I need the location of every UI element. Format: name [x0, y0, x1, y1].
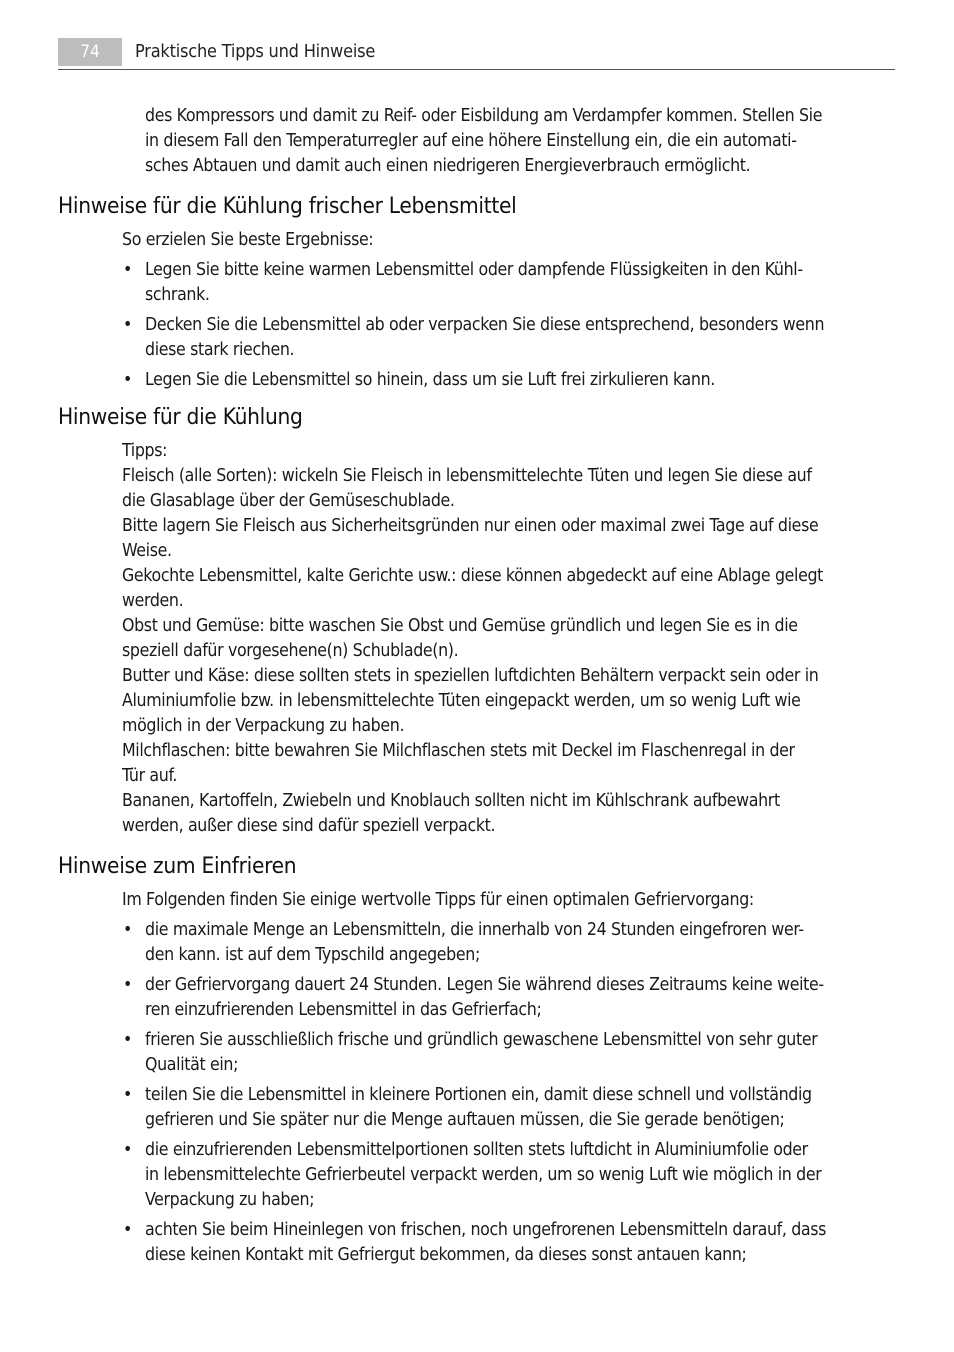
section-body-fresh-food — [122, 228, 894, 393]
list-item — [122, 1028, 894, 1078]
text-line: werden. — [122, 591, 184, 611]
section-intro: So erzielen Sie beste Ergebnisse: — [122, 230, 374, 250]
list-item — [122, 1218, 894, 1268]
list-item — [122, 973, 894, 1023]
section-body-cooling — [122, 439, 894, 839]
text-line: achten Sie beim Hineinlegen von frischen, noch ungefrorenen Lebensmitteln darauf, dass — [145, 1220, 827, 1240]
text-line: frieren Sie ausschließlich frische und gründlich gewaschene Lebensmittel von sehr guter — [145, 1030, 818, 1050]
section-heading-fresh-food: Hinweise für die Kühlung frischer Lebensmittel — [58, 193, 517, 219]
text-line: diese stark riechen. — [145, 340, 295, 360]
text-line: die Glasablage über der Gemüseschublade. — [122, 491, 455, 511]
text-line: Qualität ein; — [145, 1055, 239, 1075]
text-line: der Gefriervorgang dauert 24 Stunden. Legen Sie während dieses Zeitraums keine weite- — [145, 975, 824, 995]
text-line: diese keinen Kontakt mit Gefriergut bekommen, da dieses sonst antauen kann; — [145, 1245, 747, 1265]
bullet-list — [122, 918, 894, 1268]
bullet-list — [122, 258, 894, 393]
text-line: Milchflaschen: bitte bewahren Sie Milchflaschen stets mit Deckel im Flaschenregal in der — [122, 741, 795, 761]
text-line: möglich in der Verpackung zu haben. — [122, 716, 405, 736]
text-line: in diesem Fall den Temperaturregler auf eine höhere Einstellung ein, die ein automati- — [145, 131, 797, 151]
text-line: die maximale Menge an Lebensmitteln, die innerhalb von 24 Stunden eingefroren wer- — [145, 920, 804, 940]
list-item — [122, 258, 894, 308]
text-line: Obst und Gemüse: bitte waschen Sie Obst und Gemüse gründlich und legen Sie es in die — [122, 616, 798, 636]
text-line: den kann. ist auf dem Typschild angegeben; — [145, 945, 480, 965]
page-number: 74 — [58, 38, 122, 66]
text-line: Tür auf. — [122, 766, 178, 786]
page-content — [58, 104, 894, 1268]
list-item — [122, 368, 894, 393]
text-line: sches Abtauen und damit auch einen niedrigeren Energieverbrauch ermöglicht. — [145, 156, 751, 176]
list-item — [122, 918, 894, 968]
text-line: Gekochte Lebensmittel, kalte Gerichte usw.: diese können abgedeckt auf eine Ablage gelegt — [122, 566, 824, 586]
tips-paragraph — [122, 439, 894, 839]
text-line: Aluminiumfolie bzw. in lebensmittelechte Tüten eingepackt werden, um so wenig Luft wie — [122, 691, 801, 711]
page-header — [58, 38, 895, 70]
text-line: Legen Sie bitte keine warmen Lebensmittel oder dampfende Flüssigkeiten in den Kühl- — [145, 260, 803, 280]
list-item — [122, 313, 894, 363]
text-line: Decken Sie die Lebensmittel ab oder verpacken Sie diese entsprechend, besonders wenn — [145, 315, 825, 335]
text-line: die einzufrierenden Lebensmittelportionen sollten stets luftdicht in Aluminiumfolie oder — [145, 1140, 808, 1160]
text-line: gefrieren und Sie später nur die Menge auftauen müssen, die Sie gerade benötigen; — [145, 1110, 785, 1130]
text-line: Legen Sie die Lebensmittel so hinein, dass um sie Luft frei zirkulieren kann. — [145, 370, 715, 390]
text-line: Fleisch (alle Sorten): wickeln Sie Fleisch in lebensmittelechte Tüten und legen Sie diese auf — [122, 466, 812, 486]
text-line: in lebensmittelechte Gefrierbeutel verpackt werden, um so wenig Luft wie möglich in der — [145, 1165, 822, 1185]
text-line: Bananen, Kartoffeln, Zwiebeln und Knoblauch sollten nicht im Kühlschrank aufbewahrt — [122, 791, 780, 811]
text-line: werden, außer diese sind dafür speziell verpackt. — [122, 816, 496, 836]
text-line: des Kompressors und damit zu Reif- oder Eisbildung am Verdampfer kommen. Stellen Sie — [145, 106, 823, 126]
list-item — [122, 1138, 894, 1213]
text-line: ren einzufrierenden Lebensmittel in das Gefrierfach; — [145, 1000, 542, 1020]
list-item — [122, 1083, 894, 1133]
section-heading-cooling: Hinweise für die Kühlung — [58, 404, 303, 430]
text-line: speziell dafür vorgesehene(n) Schublade(n). — [122, 641, 459, 661]
text-line: schrank. — [145, 285, 210, 305]
text-line: Verpackung zu haben; — [145, 1190, 315, 1210]
text-line: Weise. — [122, 541, 172, 561]
section-intro: Im Folgenden finden Sie einige wertvolle Tipps für einen optimalen Gefriervorgang: — [122, 890, 754, 910]
section-heading-freezing: Hinweise zum Einfrieren — [58, 853, 297, 879]
text-line: Butter und Käse: diese sollten stets in speziellen luftdichten Behältern verpackt sein oder in — [122, 666, 819, 686]
section-body-freezing — [122, 888, 894, 1268]
header-title: Praktische Tipps und Hinweise — [135, 41, 376, 62]
text-line: Bitte lagern Sie Fleisch aus Sicherheitsgründen nur einen oder maximal zwei Tage auf diese — [122, 516, 819, 536]
intro-paragraph — [145, 104, 894, 179]
text-line: teilen Sie die Lebensmittel in kleinere Portionen ein, damit diese schnell und vollständig — [145, 1085, 812, 1105]
text-line: Tipps: — [122, 441, 168, 461]
